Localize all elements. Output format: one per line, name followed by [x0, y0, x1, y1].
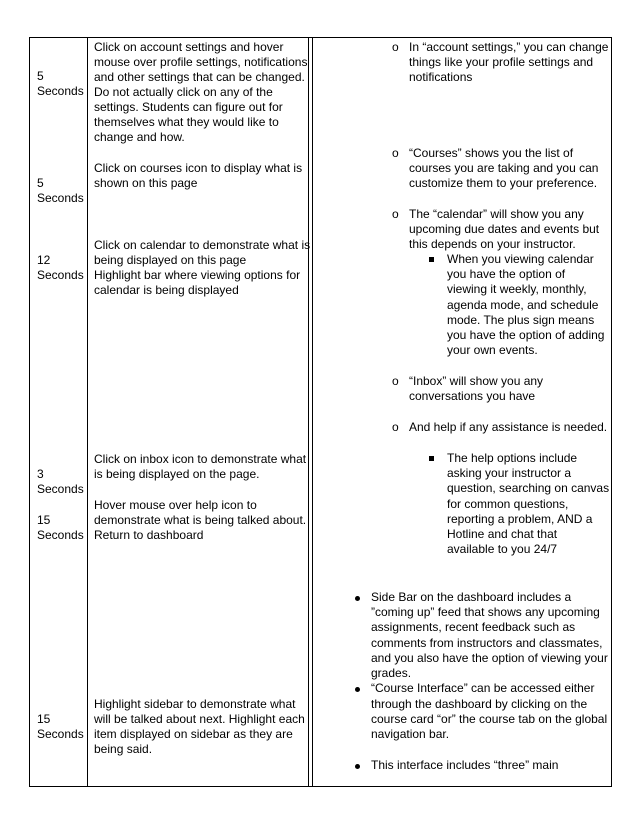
action-line: is being displayed on the page.	[94, 467, 260, 481]
action-line: Highlight bar where viewing options for	[94, 268, 301, 282]
round-bullet-icon	[355, 687, 360, 692]
action-line: mouse over profile settings, notifications	[94, 55, 308, 69]
time-cell: Seconds	[37, 482, 84, 496]
script-line: this depends on your instructor.	[409, 237, 576, 251]
script-line: viewing it weekly, monthly,	[447, 282, 587, 296]
action-line: will be talked about next. Highlight each	[94, 712, 305, 726]
action-line: Hover mouse over help icon to	[94, 498, 257, 512]
action-line: Highlight sidebar to demonstrate what	[94, 697, 296, 711]
script-line: upcoming due dates and events but	[409, 222, 600, 236]
hollow-bullet-icon: o	[392, 40, 399, 54]
script-line: your own events.	[447, 343, 538, 357]
round-bullet-icon	[355, 596, 360, 601]
action-line: and other settings that can be changed.	[94, 70, 305, 84]
round-bullet-icon	[355, 764, 360, 769]
action-line: being displayed on this page	[94, 253, 247, 267]
square-bullet-icon	[429, 456, 434, 461]
script-line: comments from instructors and classmates,	[371, 636, 603, 650]
time-cell: 15	[37, 712, 51, 726]
script-line: course card “or” the course tab on the global	[371, 712, 608, 726]
column-divider	[308, 37, 309, 787]
script-line: The help options include	[447, 451, 578, 465]
script-line: and you also have the option of viewing your	[371, 651, 608, 665]
time-cell: Seconds	[37, 528, 84, 542]
time-cell: Seconds	[37, 191, 84, 205]
script-line: The “calendar” will show you any	[409, 207, 584, 221]
action-line: calendar is being displayed	[94, 283, 239, 297]
script-line: conversations you have	[409, 389, 536, 403]
column-divider	[312, 37, 313, 787]
hollow-bullet-icon: o	[392, 207, 399, 221]
script-line: customize them to your preference.	[409, 176, 598, 190]
time-cell: 12	[37, 253, 51, 267]
script-line: Hotline and chat that	[447, 527, 558, 541]
action-line: settings. Students can figure out for	[94, 100, 283, 114]
script-line: mode. The plus sign means	[447, 313, 595, 327]
script-line: In “account settings,” you can change	[409, 40, 609, 54]
script-line: courses you are taking and you can	[409, 161, 599, 175]
script-line: navigation bar.	[371, 727, 450, 741]
time-cell: 5	[37, 69, 44, 83]
time-cell: 15	[37, 513, 51, 527]
hollow-bullet-icon: o	[392, 420, 399, 434]
script-line: assignments, recent feedback such as	[371, 620, 576, 634]
action-line: being said.	[94, 742, 153, 756]
script-line: Side Bar on the dashboard includes a	[371, 590, 572, 604]
action-line: change and how.	[94, 130, 185, 144]
script-line: grades.	[371, 666, 412, 680]
script-line: “Course Interface” can be accessed either	[371, 681, 595, 695]
hollow-bullet-icon: o	[392, 146, 399, 160]
script-line: you have the option of	[447, 267, 566, 281]
script-line: ”coming up” feed that shows any upcoming	[371, 605, 600, 619]
column-divider	[87, 37, 88, 787]
script-line: agenda mode, and schedule	[447, 298, 599, 312]
script-line: This interface includes “three” main	[371, 758, 559, 772]
script-line: available to you 24/7	[447, 542, 558, 556]
action-line: Do not actually click on any of the	[94, 85, 273, 99]
square-bullet-icon	[429, 257, 434, 262]
action-line: Click on courses icon to display what is	[94, 161, 303, 175]
script-line: “Courses” shows you the list of	[409, 146, 574, 160]
script-line: And help if any assistance is needed.	[409, 420, 608, 434]
time-cell: Seconds	[37, 268, 84, 282]
script-line: things like your profile settings and	[409, 55, 594, 69]
script-line: for common questions,	[447, 497, 569, 511]
action-line: demonstrate what is being talked about.	[94, 513, 307, 527]
script-line: question, searching on canvas	[447, 481, 610, 495]
time-cell: Seconds	[37, 727, 84, 741]
time-cell: Seconds	[37, 84, 84, 98]
script-line: notifications	[409, 70, 473, 84]
action-line: item displayed on sidebar as they are	[94, 727, 293, 741]
script-line: you have the option of adding	[447, 328, 605, 342]
script-line: through the dashboard by clicking on the	[371, 697, 588, 711]
time-cell: 5	[37, 176, 44, 190]
time-cell: 3	[37, 467, 44, 481]
action-line: Return to dashboard	[94, 528, 204, 542]
action-line: Click on inbox icon to demonstrate what	[94, 452, 307, 466]
script-line: reporting a problem, AND a	[447, 512, 593, 526]
action-line: Click on calendar to demonstrate what is	[94, 238, 311, 252]
script-line: “Inbox” will show you any	[409, 374, 544, 388]
action-line: Click on account settings and hover	[94, 40, 284, 54]
script-line: When you viewing calendar	[447, 252, 594, 266]
hollow-bullet-icon: o	[392, 374, 399, 388]
action-line: shown on this page	[94, 176, 198, 190]
script-line: asking your instructor a	[447, 466, 572, 480]
action-line: themselves what they would like to	[94, 115, 279, 129]
